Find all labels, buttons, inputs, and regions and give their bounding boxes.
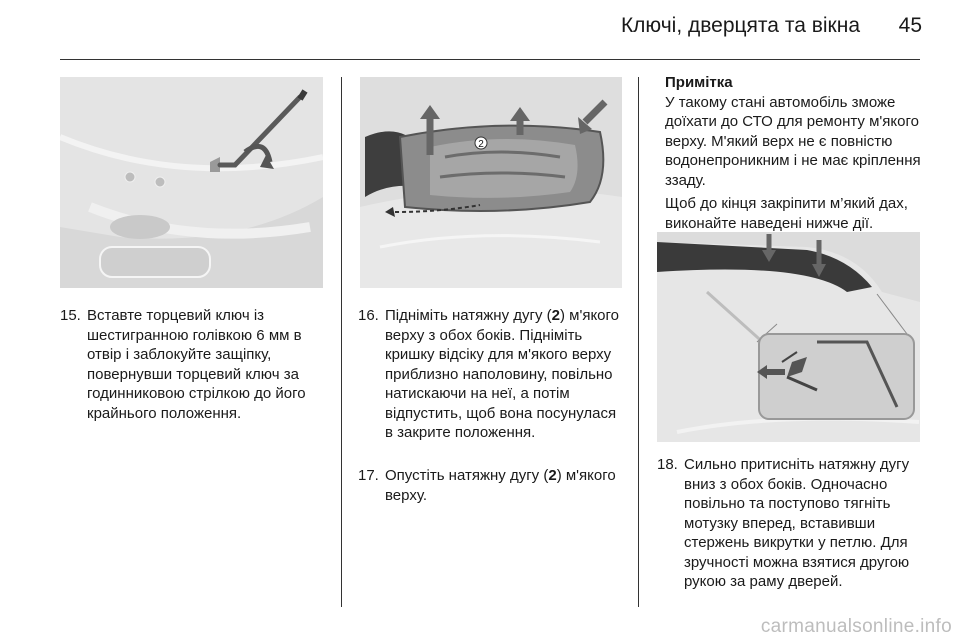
page-title: Ключі, дверцята та вікна [620, 14, 860, 37]
header-divider [60, 59, 920, 60]
column-divider-left [341, 77, 342, 607]
note-paragraph-2: Щоб до кінця закріпити м’який дах, виконайте наведені нижче дії. [665, 195, 908, 232]
step-number: 17. [358, 467, 379, 484]
illustration-screwdriver-loop [657, 232, 920, 442]
step-text: Сильно притисніть натяжну дугу вниз з обох боків. Одночасно повільно та поступово тягніть мотузку вперед, вставивши стержень викрутки у петлю. Для зручності можна взятися другою рукою за раму дверей. [684, 456, 910, 590]
illustration-tension-bow [360, 77, 622, 288]
illustration-hex-key-roof [60, 77, 323, 288]
step-number: 18. [657, 456, 678, 473]
step-number: 16. [358, 307, 379, 324]
callout-reference: 2 [551, 307, 560, 324]
note-box [665, 73, 927, 233]
watermark: carmanualsonline.info [760, 616, 952, 637]
note-heading: Примітка [665, 74, 733, 91]
step-text: Опустіть натяжну дугу (2) м'якого верху. [385, 467, 616, 504]
column-divider-right [638, 77, 639, 607]
step-text: Підніміть натяжну дугу (2) м'якого верху з обох боків. Підніміть кришку відсіку для м'якого верху приблизно наполовину, повільно натискаючи на неї, а потім відпустить, щоб вона посунулася в закрите положення. [385, 307, 620, 441]
step-text: Вставте торцевий ключ із шестигранною голівкою 6 мм в отвір і заблокуйте защіпку, повернувши торцевий ключ за годинниковою стрілкою до його крайнього положення. [87, 307, 306, 422]
callout-reference: 2 [548, 467, 557, 484]
callout-label-2: 2 [478, 139, 484, 150]
step-number: 15. [60, 307, 81, 324]
page-number: 45 [898, 14, 922, 37]
note-paragraph-1: У такому стані автомобіль зможе доїхати до СТО для ремонту м'якого верху. М'який верх не є повністю водонепроникним і не має кріплення ззаду. [665, 93, 921, 189]
